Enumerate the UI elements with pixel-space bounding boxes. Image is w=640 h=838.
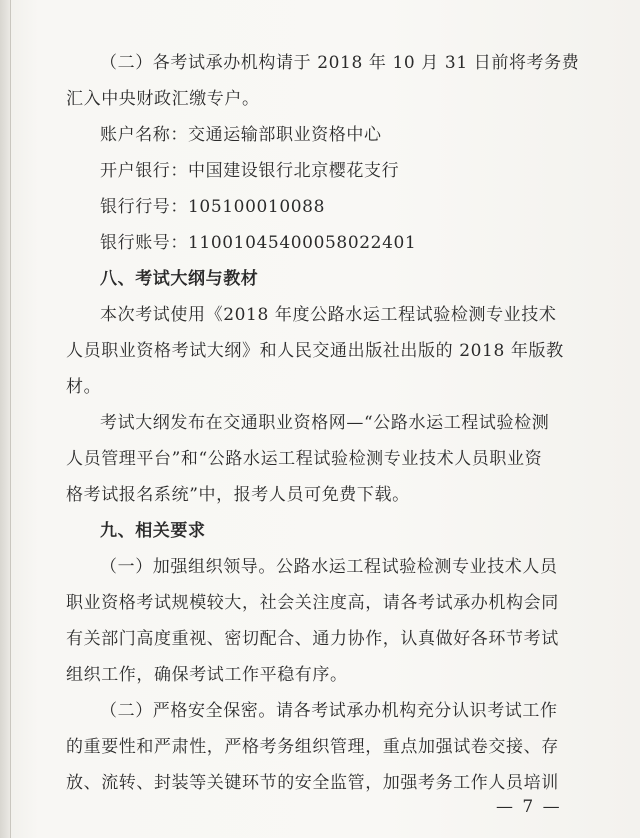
bank-code-line: 银行行号：105100010088 [100,197,325,217]
paragraph-line: 职业资格考试规模较大，社会关注度高，请各考试承办机构会同 [66,593,559,613]
bank-name-line: 开户银行：中国建设银行北京樱花支行 [100,161,400,181]
paragraph-line: 人员管理平台”和“公路水运工程试验检测专业技术人员职业资 [66,449,543,469]
paragraph-line: 人员职业资格考试大纲》和人民交通出版社出版的 2018 年版教 [66,341,564,361]
paragraph-line: 汇入中央财政汇缴专户。 [66,89,260,109]
bank-account-line: 银行账号：11001045400058022401 [100,233,417,253]
paragraph-line: 考试大纲发布在交通职业资格网—“公路水运工程试验检测 [100,413,550,433]
paragraph-line: 放、流转、封装等关键环节的安全监管，加强考务工作人员培训 [66,773,559,793]
paragraph-line: 的重要性和严肃性，严格考务组织管理，重点加强试卷交接、存 [66,737,559,757]
paragraph-line: 组织工作，确保考试工作平稳有序。 [66,665,348,685]
account-name-line: 账户名称：交通运输部职业资格中心 [100,125,382,145]
paragraph-line: 格考试报名系统”中，报考人员可免费下载。 [66,485,410,505]
paragraph-line: （二）严格安全保密。请各考试承办机构充分认识考试工作 [100,701,558,721]
paragraph-line: （一）加强组织领导。公路水运工程试验检测专业技术人员 [100,557,558,577]
paragraph-line: （二）各考试承办机构请于 2018 年 10 月 31 日前将考务费 [100,53,580,73]
section-heading-8: 八、考试大纲与教材 [100,269,259,289]
paragraph-line: 本次考试使用《2018 年度公路水运工程试验检测专业技术 [100,305,557,325]
section-heading-9: 九、相关要求 [100,521,206,541]
paragraph-line: 材。 [66,377,102,397]
page-number: — 7 — [496,797,562,817]
paragraph-line: 有关部门高度重视、密切配合、通力协作，认真做好各环节考试 [66,629,559,649]
